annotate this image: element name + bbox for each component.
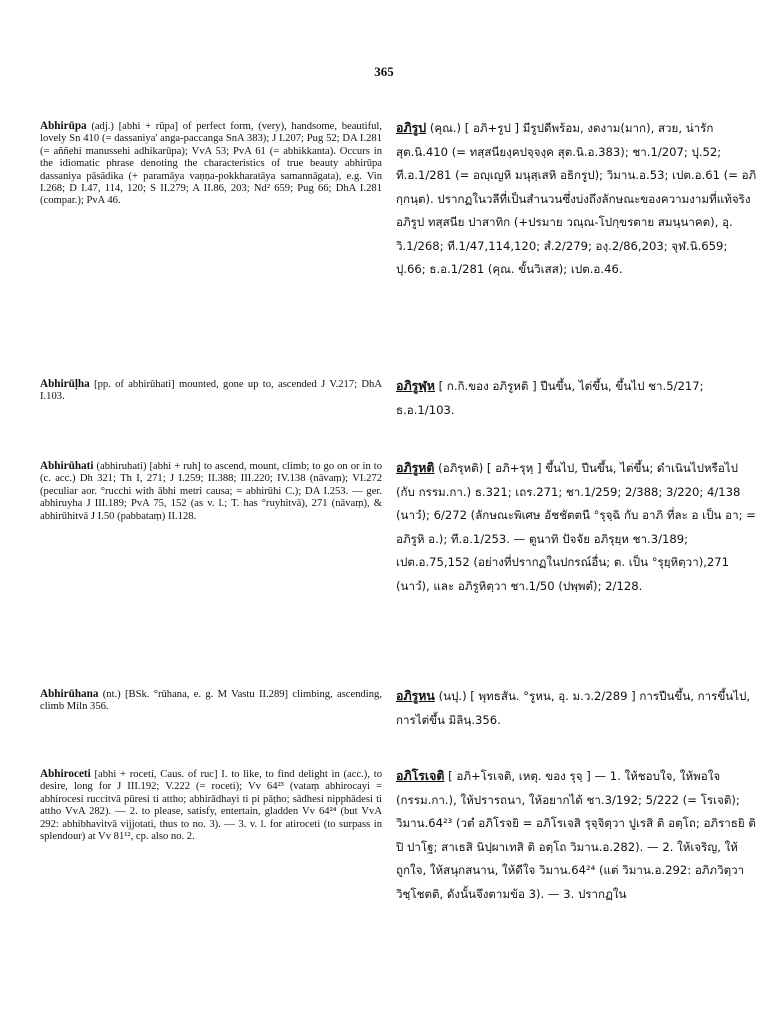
english-definition-text: (abhiruhati) [abhi + ruh] to ascend, mount, climb; to go on or in to (c. acc.) Dh 321; Th I, 271; J I.259; II.388; III.220; IV.138 (nāvaṃ); VI.272 (peculiar aor. °rucchi with ābhi metri causa; = abhirūhi C.); DA I.253. — ger. abhiruyha J III.189; PvA 75, 152 (as v. l.; T. has °ruyhitvā), 271 (nāvaṃ), & abhirūhitvā J I.50 (pabbataṃ) II.128. (40, 461, 382, 522)
english-definition-text: (adj.) [abhi + rūpa] of perfect form, (very), handsome, beautiful, lovely Sn 410 (= dassaniya' anga-paccanga SnA 383); J I.207; Pug 52; DA I.281 (= aññehi manussehi adhikarūpa); VvA 53; PvA 61 (= abhikkanta). Occurs in the idiomatic phrase denoting the characteristics of true beauty abhirūpa dassaniya pāsādika (+ paramāya vaṇṇa-pokkharatāya samannāgata), e.g. Vin I.268; D I.47, 114, 120; S II.279; A II.86, 203; Nd² 659; Pug 66; DhA I.281 (compar.); PvA 46. (40, 121, 382, 207)
english-headword: Abhirūhana (40, 688, 99, 700)
thai-definition (396, 456, 758, 598)
thai-definition (396, 684, 758, 732)
thai-definition (396, 116, 758, 282)
thai-definition-text: [ อภิ+โรเจติ, เหตุ. ของ รุจฺ ] — 1. ให้ชอบใจ, ให้พอใจ (กรรม.กา.), ให้ปรารถนา, ให้อยากได้ ชา.3/192; 5/222 (= โรเจติ); วิมาน.64²³ (วตํ อภิโรจยิ = อภิโรเจสิ รุจฺจิตฺวา ปูเรสิ ติ อตฺโถ; อภิราธยิ ติ ปิ ปาโฐ; สาเธสิ นิปฺผาเทสิ ติ อตฺโถ วิมาน.อ.282). — 2. ให้เจริญ, ให้ถูกใจ, ให้สนุกสนาน, ให้ดีใจ วิมาน.64²⁴ (แต่ วิมาน.อ.292: อภิภวิตฺวา วิชฺโชตติ, ดังนั้นจึงตามข้อ 3). — 3. ปรากฏใน (396, 769, 756, 901)
english-headword: Abhirūḷha (40, 378, 90, 390)
english-definition (40, 120, 382, 208)
thai-headword: อภิโรเจติ (396, 768, 445, 783)
thai-definition-text: [ ก.กิ.ของ อภิรูหติ ] ปีนขึ้น, ไต่ขึ้น, ขึ้นไป ชา.5/217; ธ.อ.1/103. (396, 379, 704, 417)
english-definition-text: (nt.) [BSk. °rūhana, e. g. M Vastu II.289] climbing, ascending, climb Miln 356. (40, 689, 382, 713)
thai-headword: อภิรูฬฺห (396, 378, 435, 393)
thai-headword: อภิรูป (396, 120, 427, 135)
english-headword: Abhirūpa (40, 120, 87, 132)
english-definition-text: [abhi + roceti, Caus. of ruc] I. to like, to find delight in (acc.), to desire, long for J III.192; V.222 (= roceti); Vv 64²³ (vataṃ abhirocayi = abhirocesi ruccitvā pūresi ti attho; abhirādhayi ti pi pāṭho; sādhesi nipphādesi ti attho VvA 282). — 2. to please, satisfy, entertain, gladden Vv 64²⁴ (but VvA 292: abhibhavitvā vijjotati, thus to no. 3). — 3. v. l. for atiroceti (to surpass in splendour) at Vv 81¹², cp. also no. 2. (40, 769, 382, 843)
thai-definition-text: (นปุ.) [ พุทธสัน. °รูหน, อุ. ม.ว.2/289 ] การปีนขึ้น, การขึ้นไป, การไต่ขึ้น มิลินฺ.356. (396, 689, 751, 727)
english-definition (40, 688, 382, 714)
english-definition (40, 768, 382, 843)
english-headword: Abhiroceti (40, 768, 91, 780)
page-number: 365 (374, 64, 394, 79)
thai-definition-text: (อภิรุหติ) [ อภิ+รุหฺ ] ขึ้นไป, ปีนขึ้น, ไต่ขึ้น; ดำเนินไปหรือไป (กับ กรรม.กา.) ธ.321; เถร.271; ชา.1/259; 2/388; 3/220; 4/138 (นาวํ); 6/272 (ลักษณะพิเศษ อัชชัตตนี °รุจฺฉิ กับ อาภิ ที่ละ อ เป็น อา; = อภิรูหิ อ.); ที.อ.1/253. — ตูนาทิ ปัจจัย อภิรุยฺห ชา.3/189; เปต.อ.75,152 (อย่างที่ปรากฏในปกรณ์อื่น; ต. เป็น °รุยฺหิตฺวา),271 (นาวํ), และ อภิรูหิตฺวา ชา.1/50 (ปพฺพตํ); 2/128. (396, 461, 756, 593)
english-definition (40, 460, 382, 523)
english-definition-text: [pp. of abhirūhati] mounted, gone up to, ascended J V.217; DhA I.103. (40, 379, 382, 403)
english-definition (40, 378, 382, 404)
thai-definition (396, 764, 758, 906)
thai-definition-text: (คุณ.) [ อภิ+รูป ] มีรูปดีพร้อม, งดงาม(มาก), สวย, น่ารัก สุต.นิ.410 (= ทสฺสนียงฺคปจฺจงฺค สุต.นิ.อ.383); ชา.1/207; ปุ.52; ที.อ.1/281 (= อญฺเญหิ มนุสฺเสหิ อธิกรูป); วิมาน.อ.53; เปต.อ.61 (= อภิกฺกนฺต). ปรากฏในวลีที่เป็นสำนวนซึ่งบ่งถึงลักษณะของความงามที่แท้จริง อภิรูป ทสฺสนีย ปาสาทิก (+ปรมาย วณฺณ-โปกฺขรตาย สมนฺนาคต), อุ. วิ.1/268; ที.1/47,114,120; สํ.2/279; องฺ.2/86,203; จุฬ.นิ.659; ปุ.66; ธ.อ.1/281 (คุณ. ขั้นวิเสส); เปต.อ.46. (396, 121, 757, 276)
thai-definition (396, 374, 758, 422)
thai-headword: อภิรูหติ (396, 460, 435, 475)
thai-headword: อภิรูหน (396, 688, 435, 703)
english-headword: Abhirūhati (40, 460, 94, 472)
